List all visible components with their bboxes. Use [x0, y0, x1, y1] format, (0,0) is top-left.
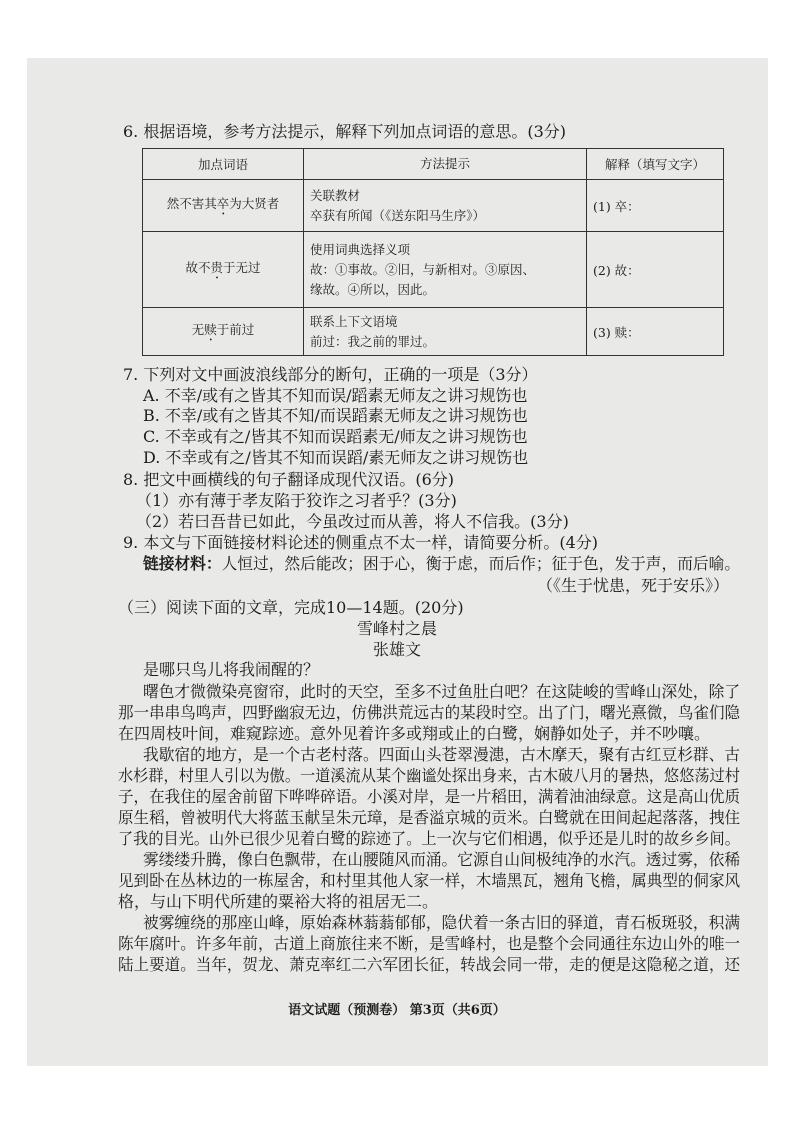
- article-line: 我歇宿的地方，是一个古老村落。四面山头苍翠漫漶，古木摩天，聚有古红豆杉群、古: [143, 745, 741, 764]
- article-line: 子，在我住的屋舍前留下哗哗碎语。小溪对岸，是一片稻田，满着油油绿意。这是高山优质: [118, 787, 741, 806]
- answer-blank[interactable]: (2) 故：: [587, 232, 724, 308]
- q7-stem: 7. 下列对文中画波浪线部分的断句，正确的一项是（3分）: [123, 365, 538, 384]
- method-hint: 使用词典选择义项 故：①事故。②旧，与新相对。③原因、 缘故。④所以，因此。: [304, 232, 587, 308]
- dotted-word: 故不贵于无过: [143, 232, 304, 308]
- q6-stem: 6. 根据语境，参考方法提示，解释下列加点词语的意思。(3分): [123, 122, 567, 141]
- header-hint: 方法提示: [304, 149, 587, 180]
- method-table: [142, 148, 724, 356]
- article-line: 那一串串鸟鸣声，四野幽寂无边，仿佛洪荒远古的某段时空。出了门，曙光熹微，鸟雀们隐: [118, 703, 741, 722]
- dotted-word: 无赎于前过: [143, 308, 304, 356]
- article-line: 见到卧在丛林边的一栋屋舍，和村里其他人家一样，木墙黑瓦，翘角飞檐，属典型的侗家风: [118, 871, 741, 890]
- q7-option-d: D. 不幸或有之/皆其不知而误蹈/素无师友之讲习规饬也: [143, 448, 529, 467]
- article-line: 在四周枝叶间，难窥踪迹。意外见着许多或翔或止的白鹭，娴静如处子，并不吵嚷。: [118, 724, 711, 743]
- article-line: 陆上要道。当年，贺龙、萧克率红二六军团长征，转战会同一带，走的便是这隐秘之道，还: [118, 955, 741, 974]
- q8-item-2: （2）若曰吾昔已如此，今虽改过而从善，将人不信我。(3分): [136, 512, 569, 531]
- article-line: 水杉群，村里人引以为傲。一道溪流从某个幽谧处探出身来，古木破八月的暑热，悠悠荡过村: [118, 766, 740, 785]
- q7-option-b: B. 不幸/或有之皆其不知/而误蹈素无师友之讲习规饬也: [143, 406, 528, 425]
- answer-blank[interactable]: (1) 卒：: [587, 180, 724, 232]
- answer-blank[interactable]: (3) 赎：: [587, 308, 724, 356]
- dotted-word: 然不害其卒为大贤者: [143, 180, 304, 232]
- table-row: [143, 180, 724, 232]
- q9-stem: 9. 本文与下面链接材料论述的侧重点不太一样，请简要分析。(4分): [123, 533, 599, 552]
- article-author: 张雄文: [372, 640, 421, 659]
- article-title: 雪峰村之晨: [356, 619, 437, 638]
- table-row: [143, 232, 724, 308]
- q8-item-1: （1）亦有薄于孝友陷于狡诈之习者乎？(3分): [136, 491, 457, 510]
- article-line: 曙色才微微染亮窗帘，此时的天空，至多不过鱼肚白吧？在这陡峻的雪峰山深处，除了: [143, 682, 741, 701]
- q7-option-c: C. 不幸或有之/皆其不知而误蹈素无/师友之讲习规饬也: [143, 427, 528, 446]
- q9-link-source: （《生于忧患，死于安乐》）: [537, 576, 730, 595]
- header-word: 加点词语: [143, 149, 304, 180]
- article-line: 格，与山下明代所建的粟裕大将的祖居无二。: [118, 892, 439, 911]
- article-line: 原生稻，曾被明代大将蓝玉献呈朱元璋，是香溢京城的贡米。白鹭就在田间起起落落，拽住: [118, 808, 741, 827]
- article-line: 是哪只鸟儿将我闹醒的？: [143, 660, 320, 679]
- q9-link-material: 链接材料：人恒过，然后能改；困于心，衡于虑，而后作；征于色，发于声，而后喻。: [143, 554, 741, 573]
- article-line: 被雾缠绕的那座山峰，原始森林蓊蓊郁郁，隐伏着一条古旧的驿道，青石板斑驳，积满: [143, 913, 741, 932]
- table-row: [143, 308, 724, 356]
- article-line: 雾缕缕升腾，像白色飘带，在山腰随风而涌。它源自山间极纯净的水汽。透过雾，依稀: [143, 850, 741, 869]
- header-answer: 解释（填写文字）: [587, 149, 724, 180]
- q8-stem: 8. 把文中画横线的句子翻译成现代汉语。(6分): [123, 470, 455, 489]
- method-hint: 关联教材 卒获有所闻（《送东阳马生序》）: [304, 180, 587, 232]
- q7-option-a: A. 不幸/或有之皆其不知而误/蹈素无师友之讲习规饬也: [143, 386, 528, 405]
- table-header-row: [143, 149, 724, 180]
- article-line: 了我的目光。山外已很少见着白鹭的踪迹了。上一次与它们相遇，似乎还是儿时的故乡乡间。: [118, 829, 740, 848]
- section3-stem: （三）阅读下面的文章，完成10—14题。(20分): [118, 598, 464, 617]
- article-line: 陈年腐叶。许多年前，古道上商旅往来不断，是雪峰村，也是整个会同通往东边山外的唯一: [118, 934, 741, 953]
- page-footer: 语文试题（预测卷） 第3页（共6页）: [288, 1003, 506, 1018]
- method-hint: 联系上下文语境 前过：我之前的罪过。: [304, 308, 587, 356]
